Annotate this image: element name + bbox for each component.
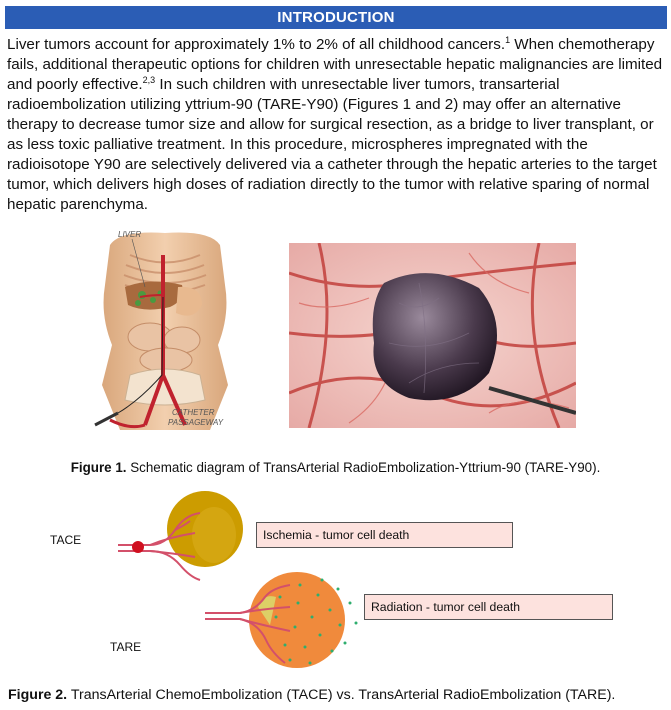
anatomy-illustration <box>90 225 240 440</box>
section-title: INTRODUCTION <box>277 9 395 26</box>
figure-1-caption <box>0 460 671 475</box>
figure-1-caption-text: Schematic diagram of TransArterial RadioEmbolization-Yttrium-90 (TARE-Y90). <box>126 460 601 475</box>
tare-label: TARE <box>110 640 142 654</box>
tare-tumor <box>249 572 345 668</box>
section-header <box>5 6 667 29</box>
intro-sentence-2: When chemotherapy fails, additional therapeutic options for children with unresectable hepatic malignancies are limited and poorly effective. <box>7 36 663 93</box>
figure-2-label: Figure 2. <box>8 687 68 703</box>
tace-result-text: Ischemia - tumor cell death <box>263 528 410 542</box>
intro-sentence-1: Liver tumors account for approximately 1% to 2% of all childhood cancers. <box>7 36 506 53</box>
catheter-label-2: PASSAGEWAY <box>168 418 224 427</box>
figure-2-caption <box>8 687 615 703</box>
tumor-rendering <box>289 243 576 428</box>
ref-1[interactable]: 1 <box>505 35 511 45</box>
catheter-label-1: CATHETER <box>172 408 215 417</box>
figure-1-label: Figure 1. <box>70 460 127 475</box>
intro-sentence-3: In such children with unresectable liver tumors, transarterial radioembolization utilizing yttrium-90 (TARE-Y90) (Figures 1 and 2) may offer an alternative therapy to decrease tumor size and allow for surgical resection, as a bridge to liver transplant, or as less toxic palliative treatment. In this procedure, microspheres impregnated with the radioisotope Y90 are selectively delivered via a catheter through the hepatic arteries to the target tumor, which delivers high doses of radiation directly to the tumor with relative sparing of normal hepatic parenchyma. <box>7 76 657 213</box>
ref-2-3[interactable]: 2,3 <box>142 75 156 85</box>
intro-paragraph <box>7 35 667 215</box>
figure-2-caption-text: TransArterial ChemoEmbolization (TACE) vs. TransArterial RadioEmbolization (TARE). <box>67 687 616 703</box>
tace-result-box <box>256 522 513 548</box>
tare-result-box <box>364 594 613 620</box>
tace-embolus <box>132 541 144 553</box>
liver-label: LIVER <box>118 230 142 239</box>
figure-2 <box>0 485 671 680</box>
tare-result-text: Radiation - tumor cell death <box>371 600 521 614</box>
tace-tare-schematic <box>0 485 671 680</box>
tace-label: TACE <box>50 533 82 547</box>
